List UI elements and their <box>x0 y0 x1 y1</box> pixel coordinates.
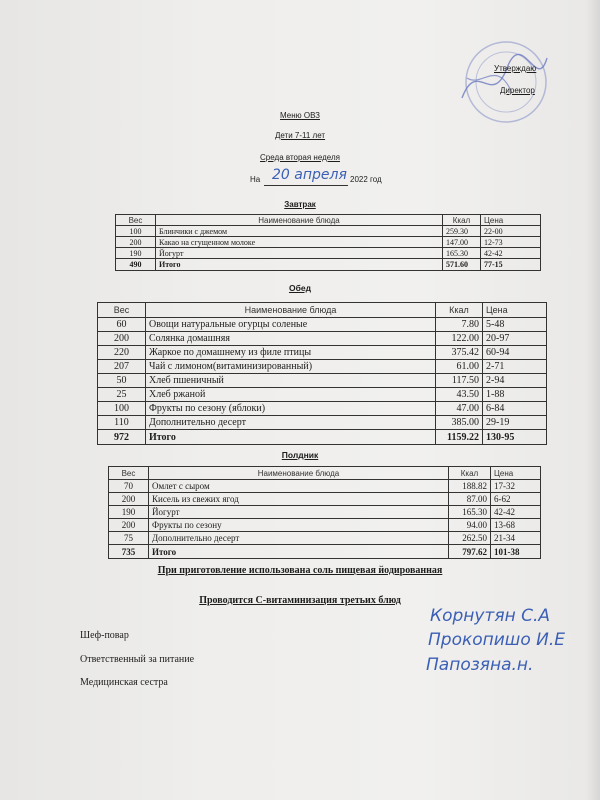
table-row <box>98 346 547 360</box>
table-header-row <box>98 303 547 318</box>
col-weight: Вес <box>116 215 156 226</box>
kcal-cell: 43.50 <box>436 388 483 402</box>
weight-cell: 207 <box>98 360 146 374</box>
total-label: Итого <box>156 259 443 271</box>
total-price: 130-95 <box>483 430 547 445</box>
meal-title-breakfast: Завтрак <box>284 200 316 209</box>
table-row <box>109 493 541 506</box>
price-cell: 29-19 <box>483 416 547 430</box>
price-cell: 1-88 <box>483 388 547 402</box>
weight-cell: 190 <box>109 506 149 519</box>
lunch-table <box>97 302 547 445</box>
dish-cell: Фрукты по сезону <box>149 519 449 532</box>
col-price: Цена <box>491 467 541 480</box>
snack-table <box>108 466 541 559</box>
dish-cell: Овощи натуральные огурцы соленые <box>146 318 436 332</box>
price-cell: 21-34 <box>491 532 541 545</box>
dish-cell: Солянка домашняя <box>146 332 436 346</box>
table-row <box>109 532 541 545</box>
role-chef: Шеф-повар <box>80 630 129 641</box>
col-weight: Вес <box>98 303 146 318</box>
paper-edge-shadow <box>586 0 600 800</box>
salt-note: При приготовление использована соль пищевая йодированная <box>157 565 443 576</box>
dish-cell: Йогурт <box>149 506 449 519</box>
kcal-cell: 7.80 <box>436 318 483 332</box>
table-row <box>98 318 547 332</box>
weight-cell: 200 <box>109 493 149 506</box>
weight-cell: 110 <box>98 416 146 430</box>
col-price: Цена <box>483 303 547 318</box>
price-cell: 22-00 <box>481 226 541 237</box>
kcal-cell: 259.30 <box>443 226 481 237</box>
total-weight: 490 <box>116 259 156 271</box>
price-cell: 13-68 <box>491 519 541 532</box>
total-row <box>98 430 547 445</box>
table-row <box>109 506 541 519</box>
date-underline <box>264 185 348 186</box>
page-title: Меню ОВЗ <box>280 111 320 120</box>
breakfast-table <box>115 214 541 271</box>
col-dish: Наименование блюда <box>146 303 436 318</box>
total-label: Итого <box>149 545 449 559</box>
signature-nurse: Папозяна.н. <box>426 655 534 675</box>
price-cell: 60-94 <box>483 346 547 360</box>
price-cell: 42-42 <box>481 248 541 259</box>
kcal-cell: 61.00 <box>436 360 483 374</box>
kcal-cell: 262.50 <box>449 532 491 545</box>
total-label: Итого <box>146 430 436 445</box>
kcal-cell: 47.00 <box>436 402 483 416</box>
meal-title-lunch: Обед <box>289 283 311 293</box>
price-cell: 5-48 <box>483 318 547 332</box>
table-header-row <box>109 467 541 480</box>
col-dish: Наименование блюда <box>149 467 449 480</box>
kcal-cell: 122.00 <box>436 332 483 346</box>
week-day: Среда вторая неделя <box>260 153 340 162</box>
col-kcal: Ккал <box>443 215 481 226</box>
dish-cell: Йогурт <box>156 248 443 259</box>
price-cell: 6-62 <box>491 493 541 506</box>
dish-cell: Какао на сгущенном молоке <box>156 237 443 248</box>
vitamin-note: Проводится С-витаминизация третьих блюд <box>199 595 401 606</box>
meal-title-snack: Полдник <box>281 450 319 460</box>
role-nurse: Медицинская сестра <box>80 677 168 688</box>
date-year: 2022 год <box>350 175 382 184</box>
price-cell: 2-71 <box>483 360 547 374</box>
col-dish: Наименование блюда <box>156 215 443 226</box>
kcal-cell: 165.30 <box>449 506 491 519</box>
price-cell: 2-94 <box>483 374 547 388</box>
price-cell: 17-32 <box>491 480 541 493</box>
approval-director: Директор <box>500 86 535 95</box>
table-row <box>98 402 547 416</box>
approval-approve: Утверждаю <box>494 64 537 73</box>
total-weight: 972 <box>98 430 146 445</box>
total-price: 101-38 <box>491 545 541 559</box>
table-row <box>98 374 547 388</box>
dish-cell: Дополнительно десерт <box>149 532 449 545</box>
role-responsible: Ответственный за питание <box>80 654 195 665</box>
dish-cell: Жаркое по домашнему из филе птицы <box>146 346 436 360</box>
weight-cell: 190 <box>116 248 156 259</box>
col-kcal: Ккал <box>436 303 483 318</box>
weight-cell: 200 <box>109 519 149 532</box>
weight-cell: 25 <box>98 388 146 402</box>
signature-chef: Корнутян С.А <box>430 606 550 626</box>
table-row <box>98 360 547 374</box>
dish-cell: Кисель из свежих ягод <box>149 493 449 506</box>
price-cell: 6-84 <box>483 402 547 416</box>
dish-cell: Хлеб пшеничный <box>146 374 436 388</box>
dish-cell: Хлеб ржаной <box>146 388 436 402</box>
total-row <box>116 259 541 271</box>
dish-cell: Блинчики с джемом <box>156 226 443 237</box>
date-prefix: На <box>250 175 261 184</box>
kcal-cell: 117.50 <box>436 374 483 388</box>
table-row <box>98 416 547 430</box>
total-kcal: 1159.22 <box>436 430 483 445</box>
total-kcal: 571.60 <box>443 259 481 271</box>
weight-cell: 60 <box>98 318 146 332</box>
table-row <box>116 248 541 259</box>
col-kcal: Ккал <box>449 467 491 480</box>
table-row <box>116 237 541 248</box>
table-row <box>98 332 547 346</box>
table-row <box>116 226 541 237</box>
weight-cell: 100 <box>98 402 146 416</box>
kcal-cell: 87.00 <box>449 493 491 506</box>
dish-cell: Дополнительно десерт <box>146 416 436 430</box>
total-weight: 735 <box>109 545 149 559</box>
weight-cell: 200 <box>98 332 146 346</box>
kcal-cell: 147.00 <box>443 237 481 248</box>
dish-cell: Омлет с сыром <box>149 480 449 493</box>
date-handwritten: 20 апреля <box>272 167 347 183</box>
total-kcal: 797.62 <box>449 545 491 559</box>
table-header-row <box>116 215 541 226</box>
dish-cell: Чай с лимоном(витаминизированный) <box>146 360 436 374</box>
kcal-cell: 385.00 <box>436 416 483 430</box>
kcal-cell: 375.42 <box>436 346 483 360</box>
col-price: Цена <box>481 215 541 226</box>
weight-cell: 75 <box>109 532 149 545</box>
table-row <box>109 519 541 532</box>
table-row <box>109 480 541 493</box>
age-group: Дети 7-11 лет <box>274 131 326 140</box>
kcal-cell: 165.30 <box>443 248 481 259</box>
dish-cell: Фрукты по сезону (яблоки) <box>146 402 436 416</box>
total-price: 77-15 <box>481 259 541 271</box>
price-cell: 20-97 <box>483 332 547 346</box>
price-cell: 12-73 <box>481 237 541 248</box>
weight-cell: 220 <box>98 346 146 360</box>
kcal-cell: 94.00 <box>449 519 491 532</box>
table-row <box>98 388 547 402</box>
price-cell: 42-42 <box>491 506 541 519</box>
signature-responsible: Прокопишо И.Е <box>428 630 566 650</box>
total-row <box>109 545 541 559</box>
kcal-cell: 188.82 <box>449 480 491 493</box>
weight-cell: 200 <box>116 237 156 248</box>
weight-cell: 50 <box>98 374 146 388</box>
weight-cell: 100 <box>116 226 156 237</box>
weight-cell: 70 <box>109 480 149 493</box>
col-weight: Вес <box>109 467 149 480</box>
